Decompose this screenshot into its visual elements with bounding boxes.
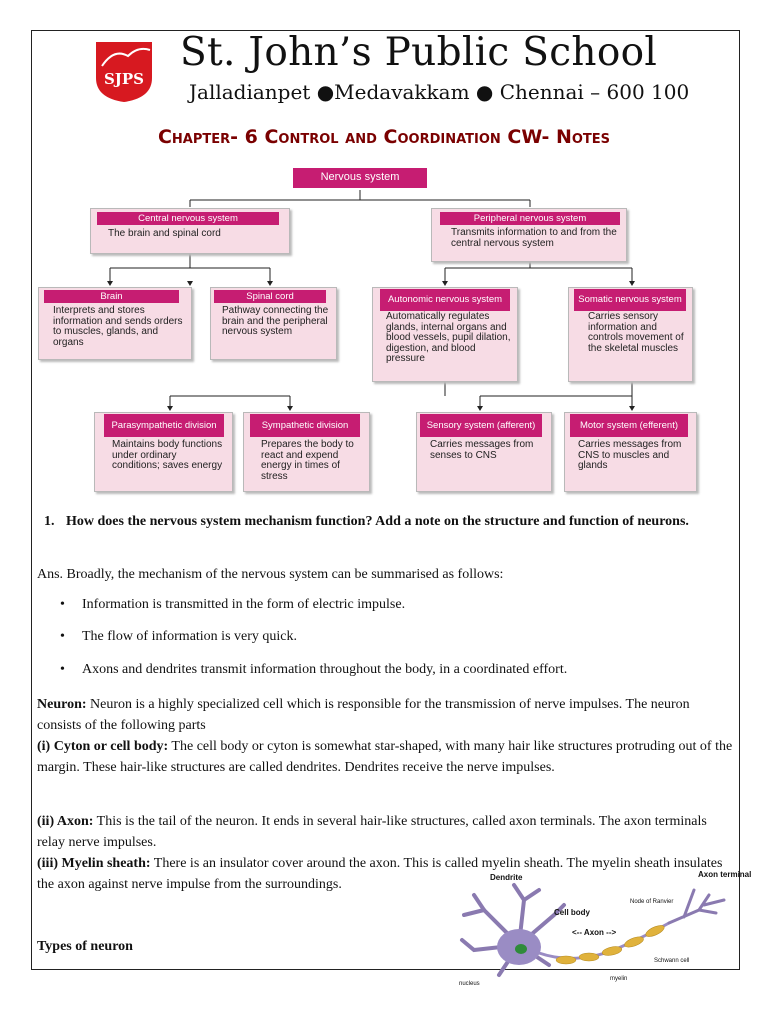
- neuron-figure: [454, 865, 754, 985]
- sympathetic-text: Prepares the body to react and expend energy in times of stress: [261, 439, 354, 482]
- cyton-text: The cell body or cyton is somewhat star-shaped, with many hair like structures protruding out of the margin. These hair-like structures are called dendrites. Dendrites receive the nerve impulses.: [37, 739, 733, 775]
- spinal-cord-text: Pathway connecting the brain and the peripheral nervous system: [222, 305, 329, 337]
- axon-label: (ii) Axon:: [37, 814, 94, 829]
- label-schwann-cell: Schwann cell: [654, 958, 690, 964]
- question-text: How does the nervous system mechanism function? Add a note on the structure and function of neurons.: [66, 514, 689, 529]
- types-heading: Types of neuron: [37, 939, 133, 954]
- label-myelin: myelin: [610, 976, 628, 982]
- axon-text: This is the tail of the neuron. It ends in several hair-like structures, called axon terminals. The axon terminals relay nerve impulses.: [37, 814, 707, 850]
- bullet-text: Axons and dendrites transmit information throughout the body, in a coordinated effort.: [82, 662, 568, 677]
- somatic-title: Somatic nervous system: [574, 289, 686, 311]
- label-node-of-ranvier: Node of Ranvier: [630, 899, 674, 905]
- sensory-text: Carries messages from senses to CNS: [430, 439, 534, 461]
- cns-text: The brain and spinal cord: [108, 228, 221, 239]
- school-name: St. John’s Public School: [180, 30, 658, 75]
- bullet-item: • Axons and dendrites transmit information throughout the body, in a coordinated effort.: [60, 662, 568, 677]
- bullet-text: The flow of information is very quick.: [82, 629, 298, 644]
- spinal-cord-title: Spinal cord: [214, 290, 326, 303]
- logo-text: SJPS: [103, 70, 145, 88]
- motor-text: Carries messages from CNS to muscles and glands: [578, 439, 682, 471]
- sensory-title: Sensory system (afferent): [420, 414, 542, 437]
- parasympathetic-title: Parasympathetic division: [104, 414, 224, 437]
- parasympathetic-text: Maintains body functions under ordinary conditions; saves energy: [112, 439, 223, 471]
- school-address: Jalladianpet ●Medavakkam ● Chennai – 600 100: [189, 80, 690, 104]
- myelin-label: (iii) Myelin sheath:: [37, 856, 151, 871]
- motor-title: Motor system (efferent): [570, 414, 688, 437]
- answer-intro: Ans. Broadly, the mechanism of the nervous system can be summarised as follows:: [37, 567, 504, 582]
- label-cell-body: Cell body: [554, 908, 591, 917]
- label-axon-terminal: Axon terminal: [698, 870, 752, 879]
- myelin-text: There is an insulator cover around the axon. This is called myelin sheath. The myelin sheath insulates the axon against nerve impulse from the surroundings.: [37, 856, 723, 892]
- autonomic-text: Automatically regulates glands, internal organs and blood vessels, pupil dilation, digestion, and blood pressure: [386, 311, 511, 364]
- pns-title: Peripheral nervous system: [440, 212, 620, 225]
- nervous-system-box: Nervous system: [293, 168, 427, 188]
- neuron-paragraph: [37, 694, 737, 778]
- cyton-label: (i) Cyton or cell body:: [37, 739, 169, 754]
- sympathetic-title: Sympathetic division: [250, 414, 360, 437]
- bullet-item: • Information is transmitted in the form of electric impulse.: [60, 597, 406, 612]
- brain-title: Brain: [44, 290, 179, 303]
- question-number: 1.: [44, 514, 55, 529]
- bullet-text: Information is transmitted in the form of electric impulse.: [82, 597, 406, 612]
- label-nucleus: nucleus: [459, 981, 480, 985]
- label-dendrite: Dendrite: [490, 873, 523, 882]
- neuron-text: Neuron is a highly specialized cell which is responsible for the transmission of nerve impulses. The neuron consists of the following parts: [37, 697, 690, 733]
- question-1: [44, 511, 734, 532]
- label-axon: <-- Axon -->: [572, 928, 617, 937]
- brain-text: Interprets and stores information and sends orders to muscles, glands, and organs: [53, 305, 183, 348]
- chapter-title: Chapter- 6 Control and Coordination CW- Notes: [157, 126, 611, 148]
- neuron-label: Neuron:: [37, 697, 87, 712]
- cns-title: Central nervous system: [97, 212, 279, 225]
- pns-text: Transmits information to and from the central nervous system: [451, 227, 617, 249]
- somatic-text: Carries sensory information and controls movement of the skeletal muscles: [588, 311, 684, 354]
- bullet-item: • The flow of information is very quick.: [60, 629, 298, 644]
- autonomic-title: Autonomic nervous system: [380, 289, 510, 311]
